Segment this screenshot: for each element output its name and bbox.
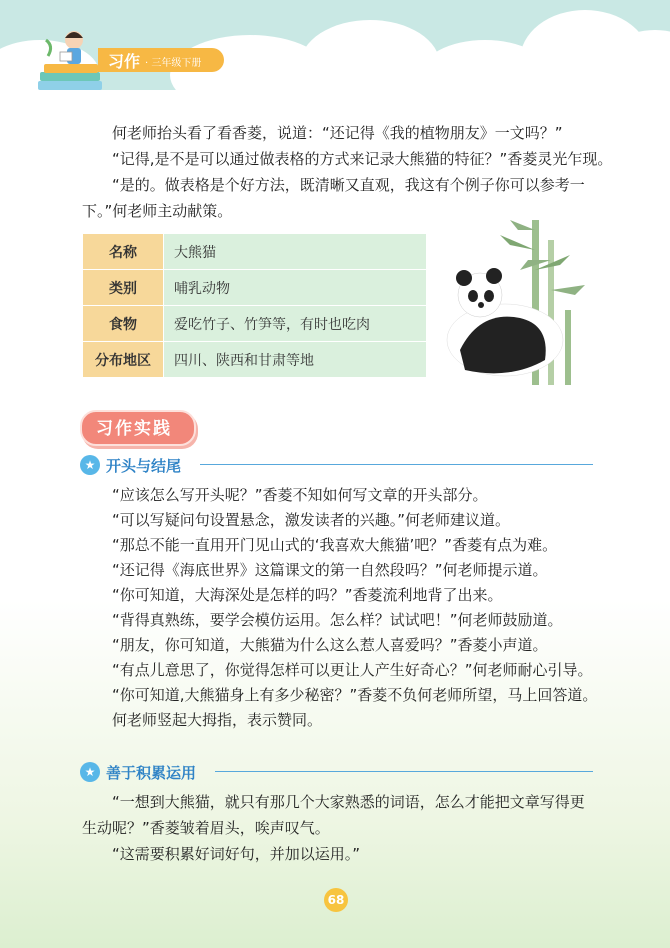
dialogue-line: “你可知道，大海深处是怎样的吗？”香菱流利地背了出来。	[112, 586, 503, 604]
intro-paragraph: “是的。做表格是个好方法，既清晰又直观，我这有个例子你可以参考一下。”何老师主动献策。	[82, 176, 585, 220]
dialogue-line: “有点儿意思了，你觉得怎样可以更让人产生好奇心？”何老师耐心引导。	[112, 661, 593, 679]
table-value: 爱吃竹子、竹笋等，有时也吃肉	[164, 306, 427, 342]
header-title: 习作	[108, 52, 141, 71]
table-key: 类别	[83, 270, 164, 306]
dialogue-line: “可以写疑问句设置悬念，激发读者的兴趣。”何老师建议道。	[112, 511, 511, 529]
header-subtitle: · 三年级下册	[145, 58, 202, 69]
intro-paragraph: “记得,是不是可以通过做表格的方式来记录大熊猫的特征？”香菱灵光乍现。	[112, 150, 613, 168]
star-icon: ★	[80, 455, 100, 475]
dialogue-line: “应该怎么写开头呢？”香菱不知如何写文章的开头部分。	[112, 486, 488, 504]
panda-bamboo-illustration	[440, 210, 590, 390]
subsection-title: 善于积累运用	[106, 764, 197, 782]
panda-info-table	[82, 233, 427, 378]
table-value: 哺乳动物	[164, 270, 427, 306]
table-value: 四川、陕西和甘肃等地	[164, 342, 427, 378]
dialogue-line: “还记得《海底世界》这篇课文的第一自然段吗？”何老师提示道。	[112, 561, 548, 579]
table-row	[83, 306, 427, 342]
intro-paragraph: 何老师抬头看了看香菱，说道：“还记得《我的植物朋友》一文吗？”	[112, 124, 563, 142]
dialogue-line: “背得真熟练，要学会模仿运用。怎么样？试试吧！”何老师鼓励道。	[112, 611, 563, 629]
dialogue-line: “一想到大熊猫，就只有那几个大家熟悉的词语，怎么才能把文章写得更生动呢？”香菱皱着眉头，唉声叹气。	[82, 793, 585, 837]
table-row	[83, 270, 427, 306]
table-row	[83, 234, 427, 270]
star-icon: ★	[80, 762, 100, 782]
table-row	[83, 342, 427, 378]
divider-line	[200, 464, 593, 465]
dialogue-line: “朋友，你可知道，大熊猫为什么这么惹人喜爱吗？”香菱小声道。	[112, 636, 548, 654]
divider-line	[215, 771, 593, 772]
table-key: 食物	[83, 306, 164, 342]
dialogue-line: “那总不能一直用开门见山式的‘我喜欢大熊猫’吧？”香菱有点为难。	[112, 536, 558, 554]
table-key: 分布地区	[83, 342, 164, 378]
subsection-title: 开头与结尾	[106, 457, 182, 475]
dialogue-line: “你可知道,大熊猫身上有多少秘密？”香菱不负何老师所望，马上回答道。	[112, 686, 598, 704]
section-title: 习作实践	[96, 419, 172, 439]
dialogue-line: 何老师竖起大拇指，表示赞同。	[112, 711, 323, 729]
table-value: 大熊猫	[164, 234, 427, 270]
dialogue-line: “这需要积累好词好句，并加以运用。”	[112, 845, 361, 863]
page-number: 68	[324, 888, 348, 912]
table-key: 名称	[83, 234, 164, 270]
